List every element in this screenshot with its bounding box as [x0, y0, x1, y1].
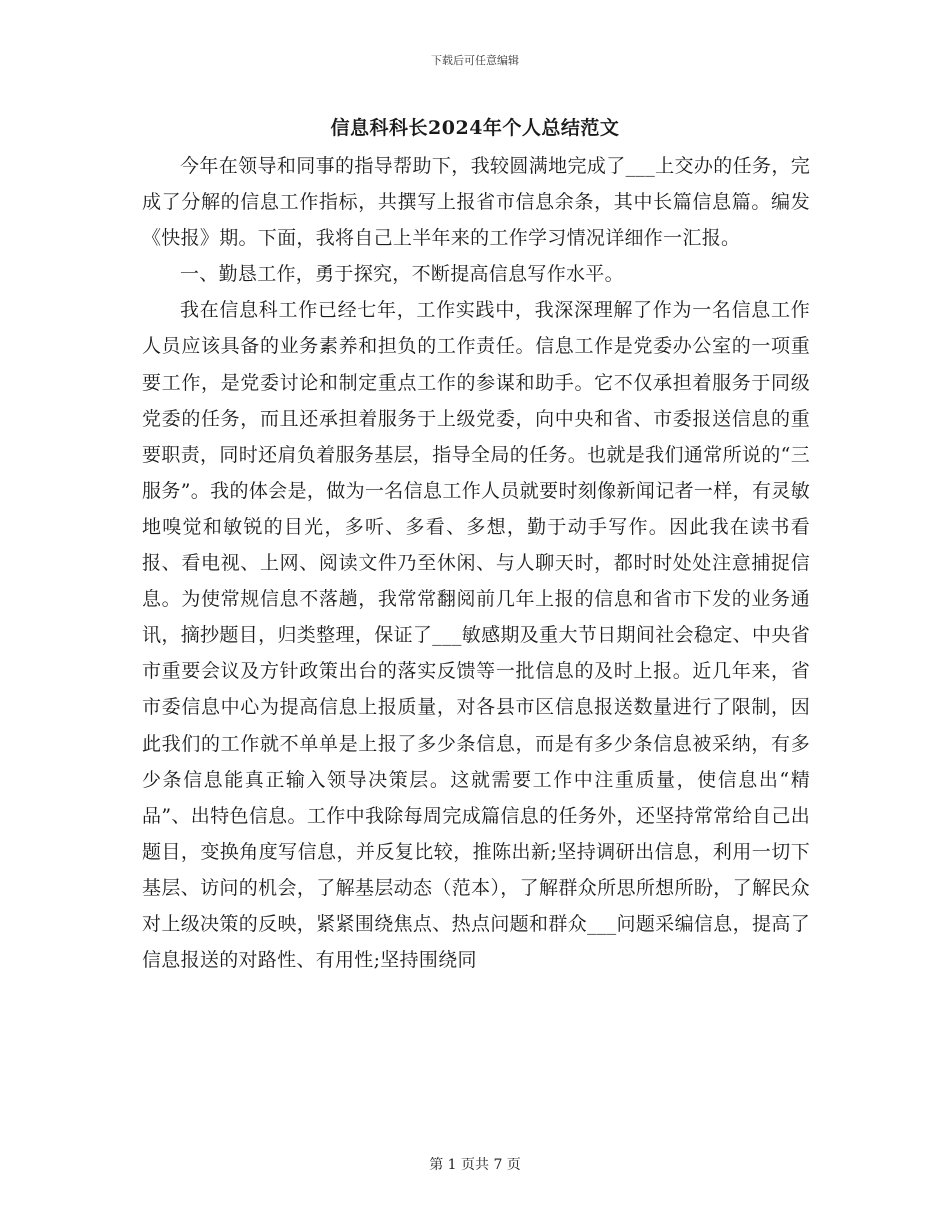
- paragraph-section-heading: 一、勤恳工作，勇于探究，不断提高信息写作水平。: [180, 263, 624, 286]
- page-number: 第 1 页共 7 页: [429, 1157, 521, 1173]
- paragraph-main: 我在信息科工作已经七年，工作实践中，我深深理解了作为一名信息工作人员应该具备的业务素养和担负的工作责任。信息工作是党委办公室的一项重要工作，是党委讨论和制定重点工作的参谋和助手。它不仅承担着服务于同级党委的任务，而且还承担着服务于上级党委，向中央和省、市委报送信息的重要职责，同时还肩负着服务基层，指导全局的任务。也就是我们通常所说的“三服务”。我的体会是，做为一名信息工作人员就要时刻像新闻记者一样，有灵敏地嗅觉和敏锐的目光，多听、多看、多想，勤于动手写作。因此我在读书看报、看电视、上网、阅读文件乃至休闲、与人聊天时，都时时处处注意捕捉信息。为使常规信息不落趟，我常常翻阅前几年上报的信息和省市下发的业务通讯，摘抄题目，归类整理，保证了___敏感期及重大节日期间社会稳定、中央省市重要会议及方针政策出台的落实反馈等一批信息的及时上报。近几年来，省市委信息中心为提高信息上报质量，对各县市区信息报送数量进行了限制，因此我们的工作就不单单是上报了多少条信息，而是有多少条信息被采纳，有多少条信息能真正输入领导决策层。这就需要工作中注重质量，使信息出“精品”、出特色信息。工作中我除每周完成篇信息的任务外，还坚持常常给自己出题目，变换角度写信息，并反复比较，推陈出新;坚持调研出信息，利用一切下基层、访问的机会，了解基层动态（范本），了解群众所思所想所盼，了解民众对上级决策的反映，紧紧围绕焦点、热点问题和群众___问题采编信息，提高了信息报送的对路性、有用性;坚持围绕同: [142, 299, 810, 972]
- header-note: 下载后可任意编辑: [431, 54, 519, 67]
- paragraph-intro: 今年在领导和同事的指导帮助下，我较圆满地完成了___上交办的任务，完成了分解的信息工作指标，共撰写上报省市信息余条，其中长篇信息篇。编发《快报》期。下面，我将自己上半年来的工作学习情况详细作一汇报。: [142, 155, 810, 250]
- document-body: [142, 148, 810, 978]
- document-title: 信息科科长2024年个人总结范文: [330, 117, 620, 139]
